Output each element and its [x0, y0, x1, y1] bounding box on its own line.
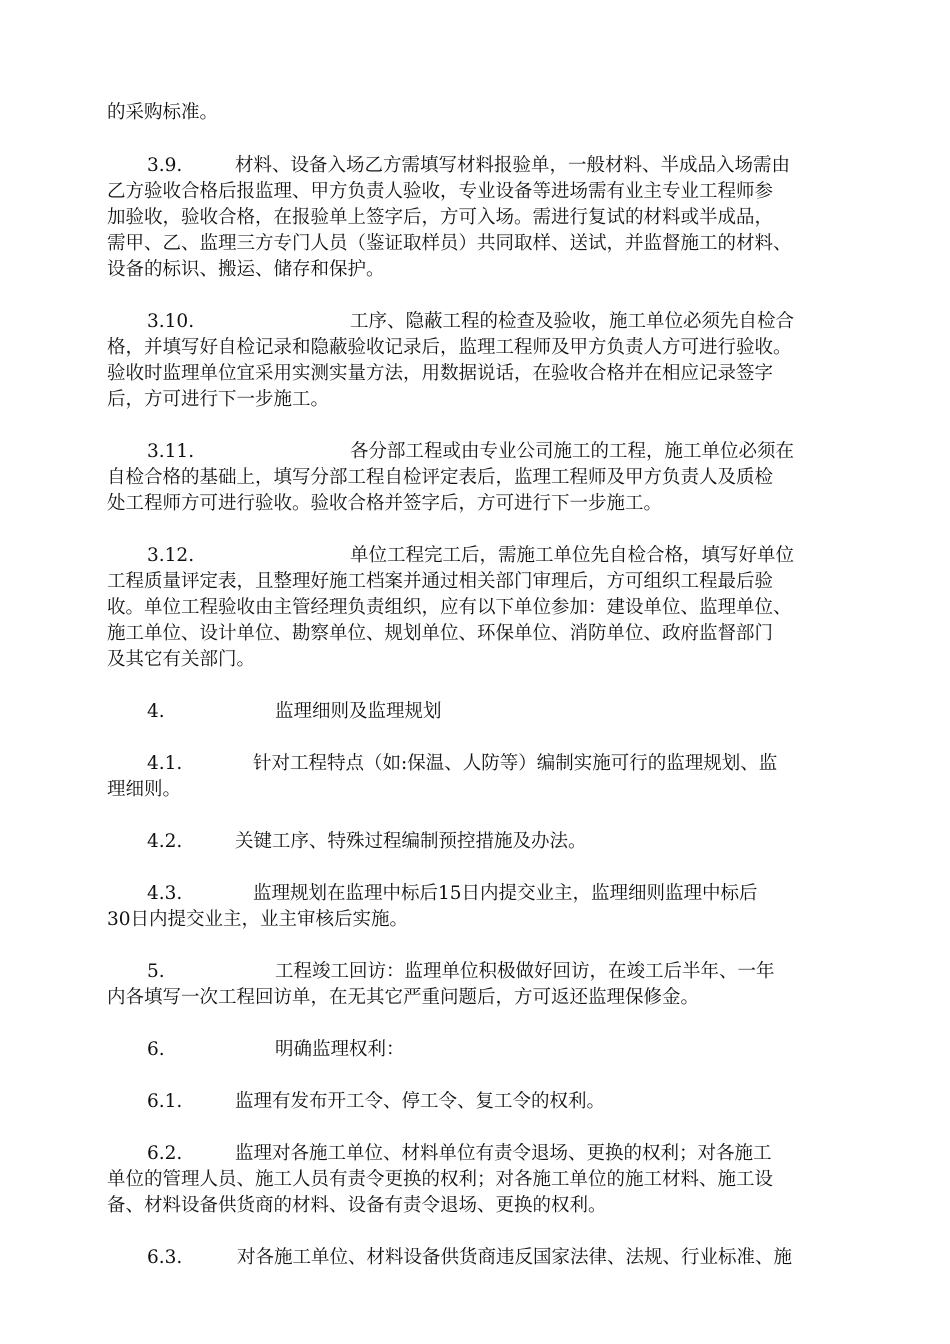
body-text-line: 验收时监理单位宜采用实测实量方法，用数据说话，在验收合格并在相应记录签字: [107, 363, 774, 384]
body-text-line: 监理对各施工单位、材料单位有责令退场、更换的权利；对各施工: [235, 1143, 772, 1164]
body-text-line: 各分部工程或由专业公司施工的工程，施工单位必须在: [350, 441, 795, 462]
section-number: 6.1.: [147, 1091, 183, 1112]
body-text-line: 理细则。: [107, 779, 182, 800]
body-text-line: 监理有发布开工令、停工令、复工令的权利。: [235, 1091, 606, 1112]
body-text-line: 及其它有关部门。: [107, 649, 256, 670]
body-text-line: 工序、隐蔽工程的检查及验收，施工单位必须先自检合: [350, 311, 795, 332]
body-text-line: 关键工序、特殊过程编制预控措施及办法。: [235, 831, 587, 852]
body-text-line: 监理规划在监理中标后15日内提交业主，监理细则监理中标后: [253, 883, 758, 904]
body-text-line: 需甲、乙、监理三方专门人员（鉴证取样员）共同取样、送试，并监督施工的材料、: [107, 233, 792, 254]
body-text-line: 针对工程特点（如:保温、人防等）编制实施可行的监理规划、监: [253, 753, 778, 774]
section-number: 3.9.: [147, 155, 183, 176]
body-text-line: 自检合格的基础上，填写分部工程自检评定表后，监理工程师及甲方负责人及质检: [107, 467, 774, 488]
body-text-line: 处工程师方可进行验收。验收合格并签字后，方可进行下一步施工。: [107, 493, 663, 514]
section-number: 6.3.: [147, 1247, 183, 1268]
body-text-line: 单位的管理人员、施工人员有责令更换的权利；对各施工单位的施工材料、施工设: [107, 1169, 774, 1190]
body-text-line: 加验收，验收合格，在报验单上签字后，方可入场。需进行复试的材料或半成品，: [107, 207, 774, 228]
section-number: 4.3.: [147, 883, 183, 904]
section-number: 4.2.: [147, 831, 183, 852]
body-text-line: 明确监理权利：: [275, 1039, 405, 1060]
body-text-line: 工程质量评定表，且整理好施工档案并通过相关部门审理后，方可组织工程最后验: [107, 571, 774, 592]
body-text-line: 乙方验收合格后报监理、甲方负责人验收，专业设备等进场需有业主专业工程师参: [107, 181, 774, 202]
section-number: 3.11.: [147, 441, 195, 462]
body-text-line: 的采购标准。: [107, 102, 219, 123]
section-number: 4.: [147, 701, 165, 722]
body-text-line: 施工单位、设计单位、勘察单位、规划单位、环保单位、消防单位、政府监督部门: [107, 623, 774, 644]
body-text-line: 单位工程完工后，需施工单位先自检合格，填写好单位: [350, 545, 795, 566]
section-number: 3.12.: [147, 545, 195, 566]
section-number: 6.2.: [147, 1143, 183, 1164]
body-text-line: 后，方可进行下一步施工。: [107, 389, 330, 410]
section-number: 5.: [147, 961, 165, 982]
body-text-line: 材料、设备入场乙方需填写材料报验单，一般材料、半成品入场需由: [235, 155, 791, 176]
body-text-line: 工程竣工回访：监理单位积极做好回访，在竣工后半年、一年: [275, 961, 775, 982]
body-text-line: 30日内提交业主，业主审核后实施。: [107, 909, 409, 930]
section-number: 3.10.: [147, 311, 195, 332]
body-text-line: 格，并填写好自检记录和隐蔽验收记录后，监理工程师及甲方负责人方可进行验收。: [107, 337, 792, 358]
body-text-line: 备、材料设备供货商的材料、设备有责令退场、更换的权利。: [107, 1195, 607, 1216]
section-number: 6.: [147, 1039, 165, 1060]
body-text-line: 对各施工单位、材料设备供货商违反国家法律、法规、行业标准、施: [237, 1247, 793, 1268]
section-number: 4.1.: [147, 753, 183, 774]
body-text-line: 内各填写一次工程回访单，在无其它严重问题后，方可返还监理保修金。: [107, 987, 700, 1008]
body-text-line: 监理细则及监理规划: [275, 701, 442, 722]
body-text-line: 收。单位工程验收由主管经理负责组织，应有以下单位参加：建设单位、监理单位、: [107, 597, 792, 618]
body-text-line: 设备的标识、搬运、储存和保护。: [107, 259, 385, 280]
